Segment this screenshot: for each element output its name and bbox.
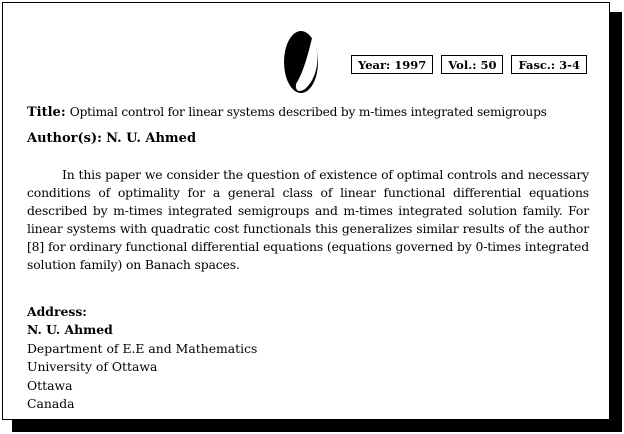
address-department: Department of E.E and Mathematics (27, 340, 258, 356)
title-label: Title: (27, 105, 66, 120)
issue-info (351, 55, 587, 74)
journal-emblem-icon (281, 29, 321, 95)
author-label: Author(s): (27, 131, 102, 146)
paper-card (2, 2, 610, 420)
address-university: University of Ottawa (27, 359, 158, 375)
volume-badge: Vol.: 50 (441, 55, 503, 74)
paper-title (27, 104, 547, 121)
fascicle-badge: Fasc.: 3-4 (511, 55, 587, 74)
author-text: N. U. Ahmed (106, 131, 197, 146)
abstract-text: In this paper we consider the question of existence of optimal controls and necessary conditions of optimality for a general class of linear functional differential equations described by m-times integrated semigroups and m-times integrated solution family. For linear systems with quadratic cost functionals this generalizes similar results of the author [8] for ordinary functional differential equations (equations governed by 0-times integrated solution family) on Banach spaces. (27, 167, 589, 272)
address-country: Canada (27, 396, 75, 412)
address-heading: Address: (27, 304, 87, 319)
address-city: Ottawa (27, 377, 73, 393)
address-name: N. U. Ahmed (27, 322, 113, 338)
title-text: Optimal control for linear systems described by m-times integrated semigroups (69, 105, 547, 119)
year-badge: Year: 1997 (351, 55, 433, 74)
paper-authors (27, 131, 196, 147)
author-address (27, 303, 257, 413)
